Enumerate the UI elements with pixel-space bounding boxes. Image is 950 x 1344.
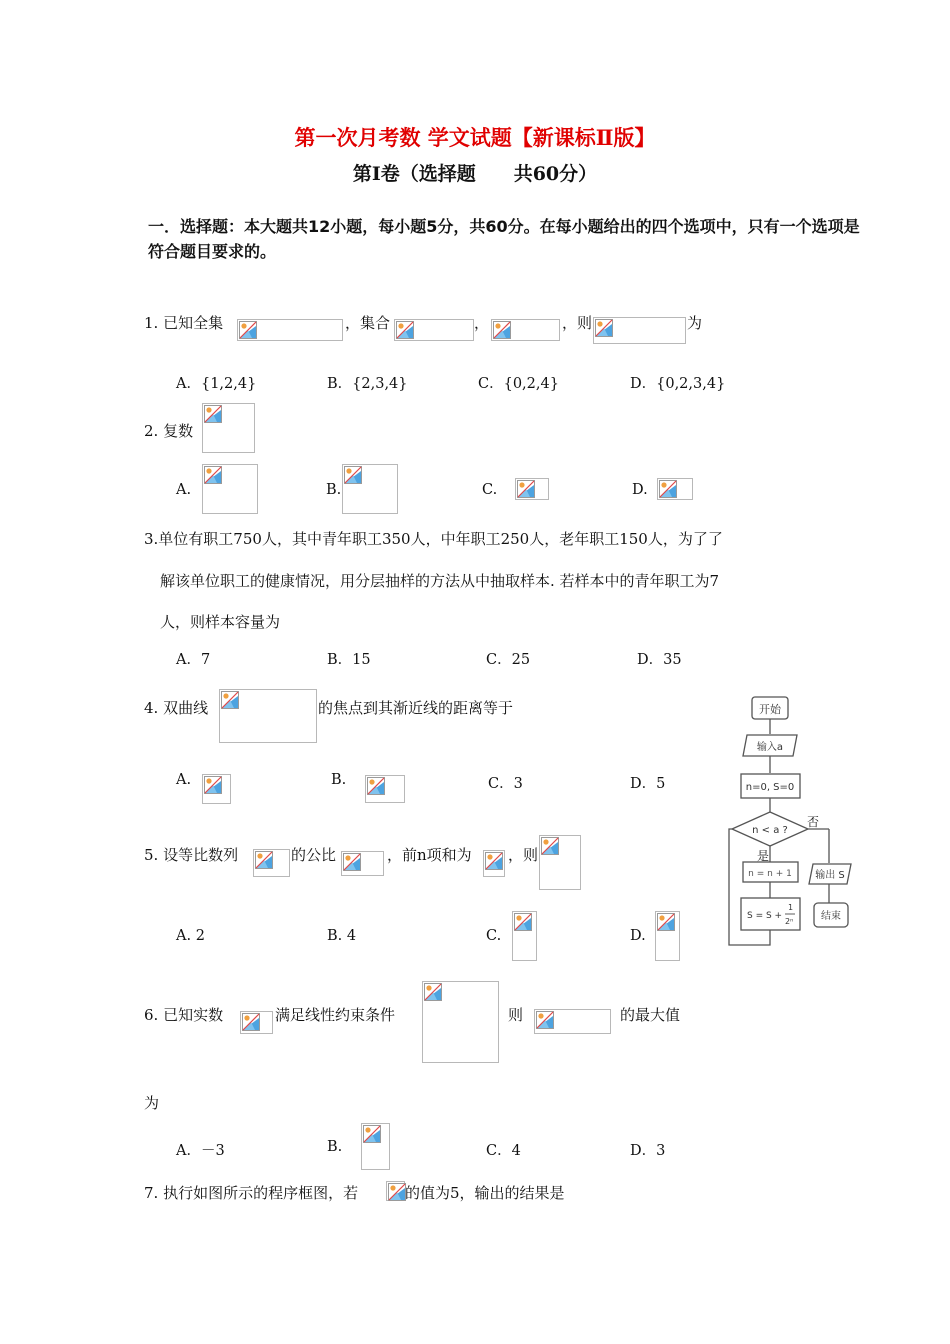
q6-option-b: B. (327, 1139, 343, 1155)
image-placeholder-icon (657, 913, 675, 931)
q1-option-c: C．{0,2,4} (478, 376, 559, 392)
q3-line-1: 3.单位有职工750人，其中青年职工350人，中年职工250人，老年职工150人，为了了 (144, 530, 723, 548)
formula-image (202, 403, 255, 453)
formula-image (657, 478, 693, 500)
q5-text-1: 5. 设等比数列 (144, 846, 239, 864)
q3-option-b: B．15 (327, 652, 371, 668)
formula-image (534, 1009, 611, 1034)
update-label: S = S + (747, 911, 783, 921)
q4-option-a: A. (176, 772, 192, 788)
q5-option-b: B. 4 (327, 928, 357, 944)
q4-option-c: C．3 (488, 776, 523, 792)
formula-image (237, 319, 343, 341)
start-label: 开始 (759, 703, 781, 716)
end-label: 结束 (821, 911, 841, 922)
formula-image (515, 478, 549, 500)
formula-image (394, 319, 474, 341)
section-subtitle: 第Ⅰ卷（选择题 共60分） (352, 163, 598, 185)
image-placeholder-icon (659, 480, 677, 498)
q5-option-a: A. 2 (176, 928, 205, 944)
image-placeholder-icon (517, 480, 535, 498)
image-placeholder-icon (493, 321, 511, 339)
q6-text-1: 6. 已知实数 (144, 1006, 224, 1024)
no-label: 否 (807, 815, 820, 829)
image-placeholder-icon (344, 466, 362, 484)
q6-text-5: 为 (144, 1094, 160, 1112)
q1-text-1: 1. 已知全集 (144, 314, 224, 332)
image-placeholder-icon (204, 776, 222, 794)
condition-label: n < a ? (752, 825, 788, 836)
formula-image (202, 774, 231, 804)
q3-option-d: D．35 (637, 652, 682, 668)
formula-image (491, 319, 560, 341)
formula-image (539, 835, 581, 890)
q6-text-4: 的最大值 (620, 1006, 681, 1024)
image-placeholder-icon (363, 1125, 381, 1143)
q6-text-3: 则 (508, 1006, 524, 1024)
q7-text-1: 7. 执行如图所示的程序框图，若 (144, 1184, 359, 1202)
q4-text-1: 4. 双曲线 (144, 699, 209, 717)
input-label: 输入a (756, 742, 784, 753)
q3-option-a: A．7 (176, 652, 211, 668)
q4-option-b: B. (331, 772, 347, 788)
formula-image (512, 911, 537, 961)
q4-text-2: 的焦点到其渐近线的距离等于 (318, 699, 514, 717)
exam-title: 第一次月考数 学文试题【新课标Ⅱ版】 (294, 125, 656, 150)
formula-image (341, 851, 384, 876)
init-label: n=0, S=0 (745, 782, 795, 793)
q1-text-3: ， (474, 314, 490, 332)
output-label: 输出 S (815, 870, 845, 881)
formula-image (365, 775, 405, 803)
q2-text: 2. 复数 (144, 422, 194, 440)
image-placeholder-icon (514, 913, 532, 931)
q5-option-d: D. (630, 928, 646, 944)
q2-option-a: A. (176, 482, 192, 498)
formula-image (219, 689, 317, 743)
image-placeholder-icon (255, 851, 273, 869)
image-placeholder-icon (204, 405, 222, 423)
increment-label: n = n + 1 (748, 869, 792, 879)
image-placeholder-icon (367, 777, 385, 795)
image-placeholder-icon (239, 321, 257, 339)
formula-image (483, 850, 505, 877)
program-flowchart (725, 690, 860, 950)
image-placeholder-icon (485, 852, 503, 870)
formula-image (422, 981, 499, 1063)
q1-option-b: B．{2,3,4} (327, 376, 408, 392)
q1-option-d: D．{0,2,3,4} (630, 376, 726, 392)
q1-text-4: ，则 (562, 314, 593, 332)
q5-text-4: ，则 (508, 846, 539, 864)
fraction-denominator: 2ⁿ (785, 917, 794, 926)
formula-image (655, 911, 680, 961)
image-placeholder-icon (595, 319, 613, 337)
formula-image (342, 464, 398, 514)
image-placeholder-icon (388, 1183, 406, 1201)
q3-option-c: C．25 (486, 652, 531, 668)
q3-line-3: 人，则样本容量为 (160, 613, 281, 631)
q1-option-a: A．{1,2,4} (176, 376, 257, 392)
q6-option-d: D．3 (630, 1143, 666, 1159)
q6-option-c: C．4 (486, 1143, 521, 1159)
q4-option-d: D．5 (630, 776, 666, 792)
q2-option-d: D. (632, 482, 648, 498)
image-placeholder-icon (396, 321, 414, 339)
q1-text-2: ，集合 (345, 314, 391, 332)
q2-option-c: C. (482, 482, 498, 498)
formula-image (386, 1181, 405, 1201)
q6-option-a: A．－3 (176, 1143, 225, 1159)
formula-image (593, 317, 686, 344)
q5-text-2: 的公比 (291, 846, 337, 864)
q6-text-2: 满足线性约束条件 (275, 1006, 396, 1024)
image-placeholder-icon (242, 1013, 260, 1031)
formula-image (361, 1123, 390, 1170)
q2-option-b: B. (326, 482, 342, 498)
formula-image (202, 464, 258, 514)
q1-text-5: 为 (687, 314, 703, 332)
formula-image (253, 849, 290, 877)
q5-text-3: ，前n项和为 (387, 846, 472, 864)
image-placeholder-icon (343, 853, 361, 871)
formula-image (240, 1011, 273, 1034)
image-placeholder-icon (424, 983, 442, 1001)
image-placeholder-icon (204, 466, 222, 484)
image-placeholder-icon (536, 1011, 554, 1029)
q7-text-2: 的值为5，输出的结果是 (405, 1184, 565, 1202)
q3-line-2: 解该单位职工的健康情况，用分层抽样的方法从中抽取样本. 若样本中的青年职工为7 (160, 572, 720, 590)
image-placeholder-icon (221, 691, 239, 709)
section-heading: 一．选择题：本大题共12小题，每小题5分，共60分。在每小题给出的四个选项中，只有一个选项是符合题目要求的。 (148, 217, 860, 261)
q5-option-c: C. (486, 928, 502, 944)
yes-label: 是 (757, 849, 770, 863)
fraction-numerator: 1 (788, 903, 794, 912)
image-placeholder-icon (541, 837, 559, 855)
